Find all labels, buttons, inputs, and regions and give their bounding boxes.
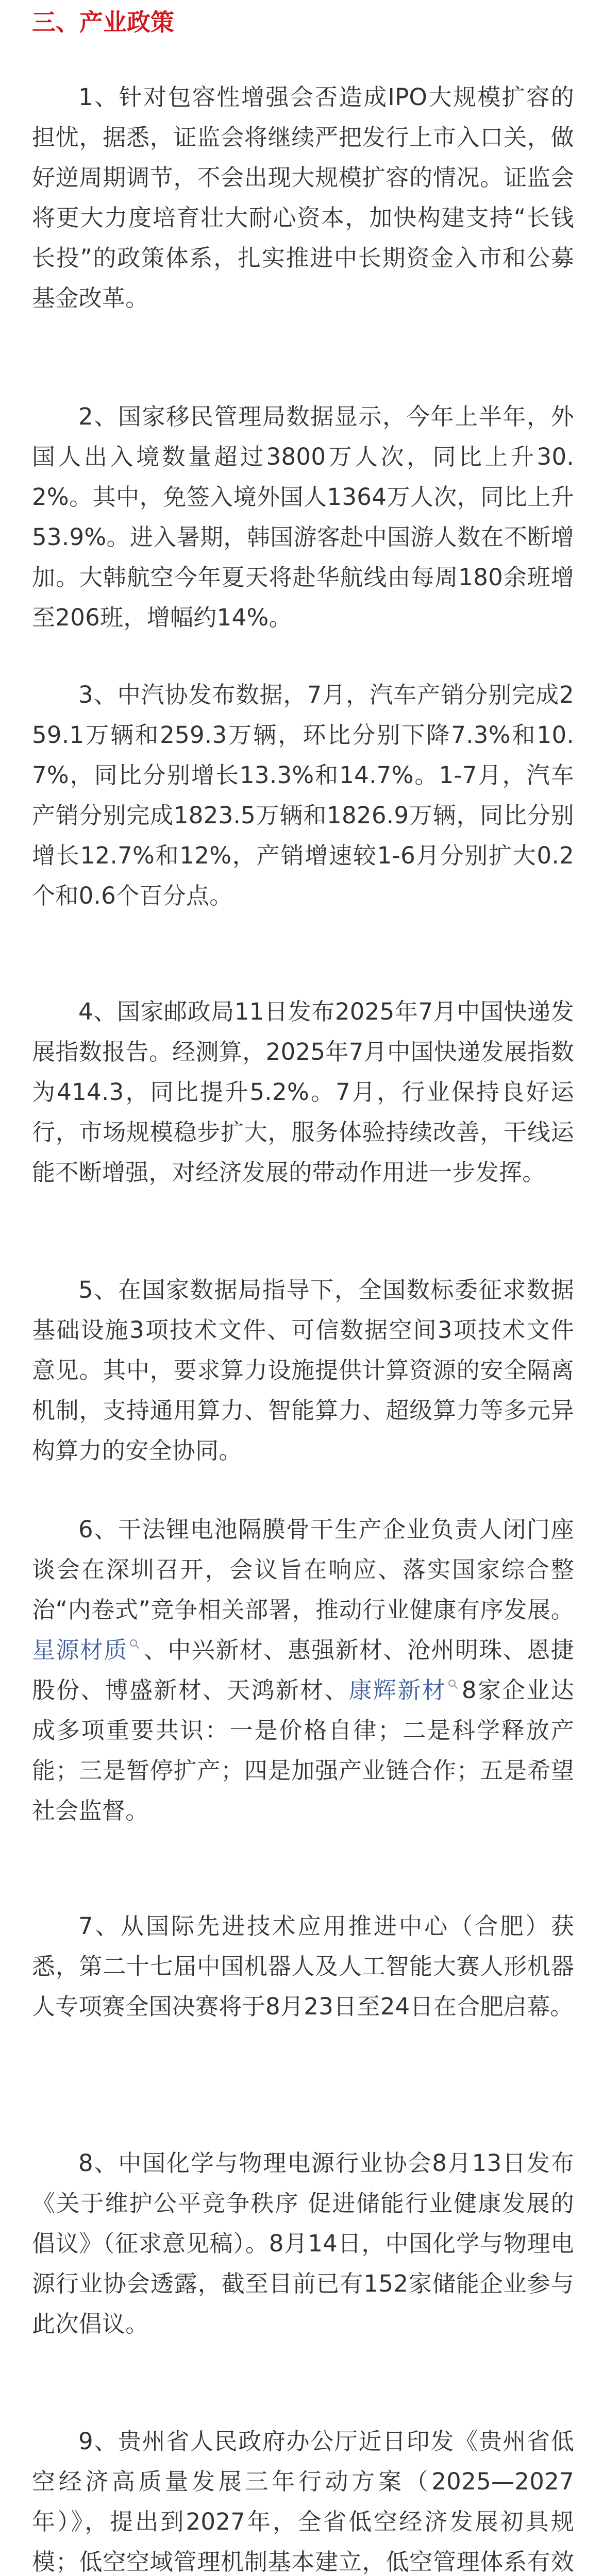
policy-paragraph-text-1: 1、针对包容性增强会否造成IPO大规模扩容的担忧，据悉，证监会将继续严把发行上市入口关，做好逆周期调节，不会出现大规模扩容的情况。证监会将更大力度培育壮大耐心资本，加快构建支持“长钱长投”的政策体系，扎实推进中长期资金入市和公募基金改革。 xyxy=(32,83,574,312)
policy-paragraph-1 xyxy=(32,77,574,318)
policy-paragraph-3 xyxy=(32,675,574,916)
section-title: 三、产业政策 xyxy=(32,8,174,36)
policy-paragraph-text-7: 7、从国际先进技术应用推进中心（合肥）获悉，第二十七届中国机器人及人工智能大赛人形机器人专项赛全国决赛将于8月23日至24日在合肥启幕。 xyxy=(32,1912,574,2020)
policy-paragraph-text-6a: 6、干法锂电池隔膜骨干生产企业负责人闭门座谈会在深圳召开，会议旨在响应、落实国家综合整治“内卷式”竞争相关部署，推动行业健康有序发展。 xyxy=(32,1516,574,1623)
policy-paragraph-text-5: 5、在国家数据局指导下，全国数标委征求数据基础设施3项技术文件、可信数据空间3项技术文件意见。其中，要求算力设施提供计算资源的安全隔离机制，支持通用算力、智能算力、超级算力等多元异构算力的安全协同。 xyxy=(32,1276,574,1464)
policy-paragraph-8 xyxy=(32,2143,574,2344)
policy-paragraph-text-9: 9、贵州省人民政府办公厅近日印发《贵州省低空经济高质量发展三年行动方案（2025—2027年）》，提出到2027年，全省低空经济发展初具规模；低空空域管理机制基本建立，低空管理体系有效 xyxy=(32,2428,574,2575)
policy-paragraph-4 xyxy=(32,992,574,1193)
policy-paragraph-7 xyxy=(32,1906,574,2027)
policy-paragraph-5 xyxy=(32,1270,574,1471)
policy-paragraph-text-8: 8、中国化学与物理电源行业协会8月13日发布《关于维护公平竞争秩序 促进储能行业健康发展的倡议》（征求意见稿）。8月14日，中国化学与物理电源行业协会透露，截至目前已有152家储能企业参与此次倡议。 xyxy=(32,2149,574,2337)
search-icon[interactable] xyxy=(447,1679,459,1690)
policy-paragraph-text-4: 4、国家邮政局11日发布2025年7月中国快递发展指数报告。经测算，2025年7月中国快递发展指数为414.3，同比提升5.2%。7月，行业保持良好运行，市场规模稳步扩大，服务体验持续改善，干线运能不断增强，对经济发展的带动作用进一步发挥。 xyxy=(32,998,574,1186)
policy-paragraph-text-6c: 8家企业达成多项重要共识：一是价格自律；二是科学释放产能；三是暂停扩产；四是加强产业链合作；五是希望社会监督。 xyxy=(32,1676,574,1824)
policy-paragraph-2 xyxy=(32,397,574,638)
stock-link-kanghui[interactable]: 康辉新材 xyxy=(348,1676,446,1704)
policy-paragraph-text-6b: 、中兴新材、惠强新材、沧州明珠、恩捷股份、博盛新材、天鸿新材、 xyxy=(32,1636,575,1704)
search-icon[interactable] xyxy=(129,1638,140,1650)
policy-paragraph-6 xyxy=(32,1510,574,1831)
policy-paragraph-9 xyxy=(32,2421,574,2576)
policy-paragraph-text-2: 2、国家移民管理局数据显示，今年上半年，外国人出入境数量超过3800万人次，同比上升30.2%。其中，免签入境外国人1364万人次，同比上升53.9%。进入暑期，韩国游客赴中国游人数在不断增加。大韩航空今年夏天将赴华航线由每周180余班增至206班，增幅约14%。 xyxy=(32,403,574,631)
policy-paragraph-text-3: 3、中汽协发布数据，7月，汽车产销分别完成259.1万辆和259.3万辆，环比分别下降7.3%和10.7%，同比分别增长13.3%和14.7%。1-7月，汽车产销分别完成1823.5万辆和1826.9万辆，同比分别增长12.7%和12%，产销增速较1-6月分别扩大0.2个和0.6个百分点。 xyxy=(32,681,574,909)
stock-link-xingyuan[interactable]: 星源材质 xyxy=(32,1636,128,1664)
